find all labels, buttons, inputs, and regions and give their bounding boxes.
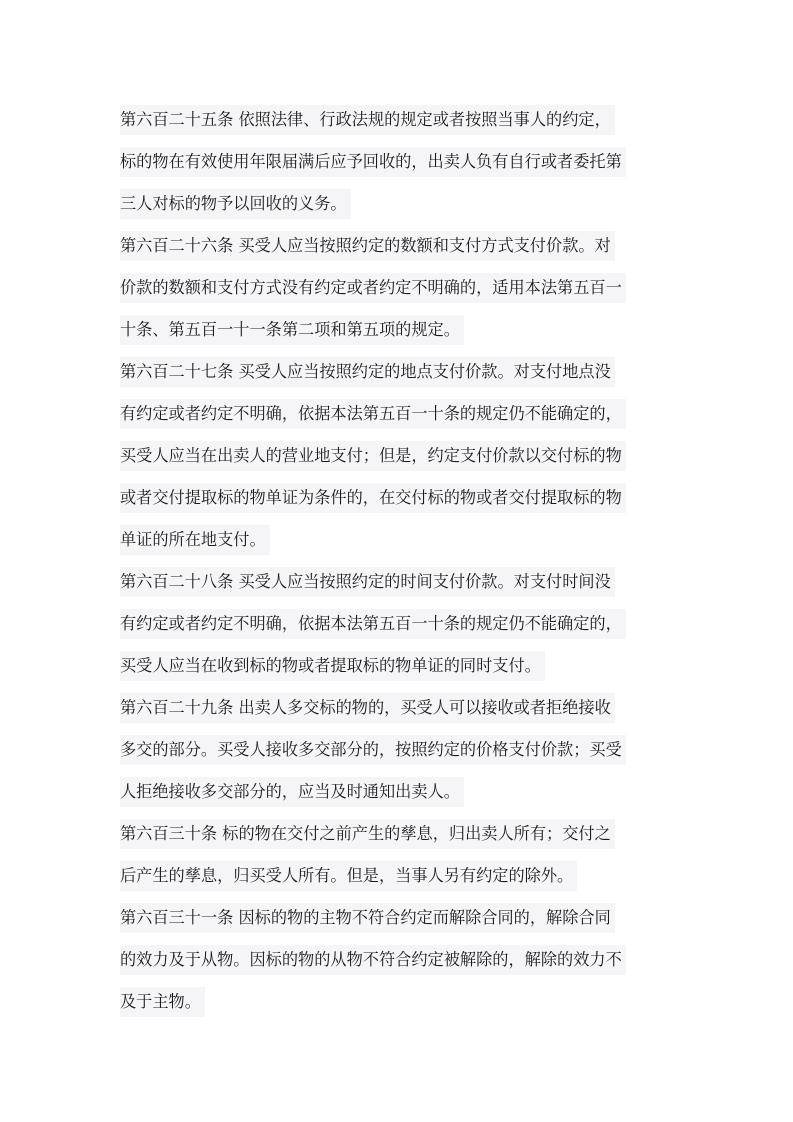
- text-line: [120, 812, 680, 854]
- line-text: 有约定或者约定不明确，依据本法第五百一十条的规定仍不能确定的，: [120, 399, 626, 429]
- text-line: [120, 938, 680, 980]
- line-text: 单证的所在地支付。: [120, 525, 270, 555]
- line-text: 三人对标的物予以回收的义务。: [120, 189, 351, 219]
- text-line: [120, 896, 680, 938]
- text-line: [120, 728, 680, 770]
- text-line: [120, 434, 680, 476]
- line-text: 多交的部分。买受人接收多交部分的，按照约定的价格支付价款；买受: [120, 735, 626, 765]
- text-line: [120, 350, 680, 392]
- line-text: 买受人应当在出卖人的营业地支付；但是，约定支付价款以交付标的物: [120, 441, 626, 471]
- text-line: [120, 98, 680, 140]
- line-text: 有约定或者约定不明确，依据本法第五百一十条的规定仍不能确定的，: [120, 609, 626, 639]
- line-text: 人拒绝接收多交部分的，应当及时通知出卖人。: [120, 777, 464, 807]
- line-text: 后产生的孳息，归买受人所有。但是，当事人另有约定的除外。: [120, 861, 577, 891]
- line-text: 的效力及于从物。因标的物的从物不符合约定被解除的，解除的效力不: [120, 945, 626, 975]
- document-body: [120, 98, 680, 1022]
- line-text: 价款的数额和支付方式没有约定或者约定不明确的，适用本法第五百一: [120, 273, 626, 303]
- text-line: [120, 854, 680, 896]
- text-line: [120, 308, 680, 350]
- line-text: 第六百二十五条 依照法律、行政法规的规定或者按照当事人的约定，: [120, 105, 615, 135]
- text-line: [120, 476, 680, 518]
- text-line: [120, 140, 680, 182]
- line-text: 第六百二十六条 买受人应当按照约定的数额和支付方式支付价款。对: [120, 231, 615, 261]
- text-line: [120, 266, 680, 308]
- line-text: 十条、第五百一十一条第二项和第五项的规定。: [120, 315, 464, 345]
- line-text: 标的物在有效使用年限届满后应予回收的，出卖人负有自行或者委托第: [120, 147, 626, 177]
- line-text: 及于主物。: [120, 987, 205, 1017]
- line-text: 第六百三十一条 因标的物的主物不符合约定而解除合同的，解除合同: [120, 903, 615, 933]
- line-text: 第六百二十七条 买受人应当按照约定的地点支付价款。对支付地点没: [120, 357, 615, 387]
- text-line: [120, 686, 680, 728]
- line-text: 第六百三十条 标的物在交付之前产生的孳息，归出卖人所有；交付之: [120, 819, 615, 849]
- text-line: [120, 182, 680, 224]
- text-line: [120, 224, 680, 266]
- line-text: 买受人应当在收到标的物或者提取标的物单证的同时支付。: [120, 651, 545, 681]
- text-line: [120, 980, 680, 1022]
- line-text: 第六百二十九条 出卖人多交标的物的，买受人可以接收或者拒绝接收: [120, 693, 615, 723]
- line-text: 第六百二十八条 买受人应当按照约定的时间支付价款。对支付时间没: [120, 567, 615, 597]
- text-line: [120, 602, 680, 644]
- text-line: [120, 770, 680, 812]
- text-line: [120, 560, 680, 602]
- text-line: [120, 644, 680, 686]
- line-text: 或者交付提取标的物单证为条件的，在交付标的物或者交付提取标的物: [120, 483, 626, 513]
- text-line: [120, 392, 680, 434]
- text-line: [120, 518, 680, 560]
